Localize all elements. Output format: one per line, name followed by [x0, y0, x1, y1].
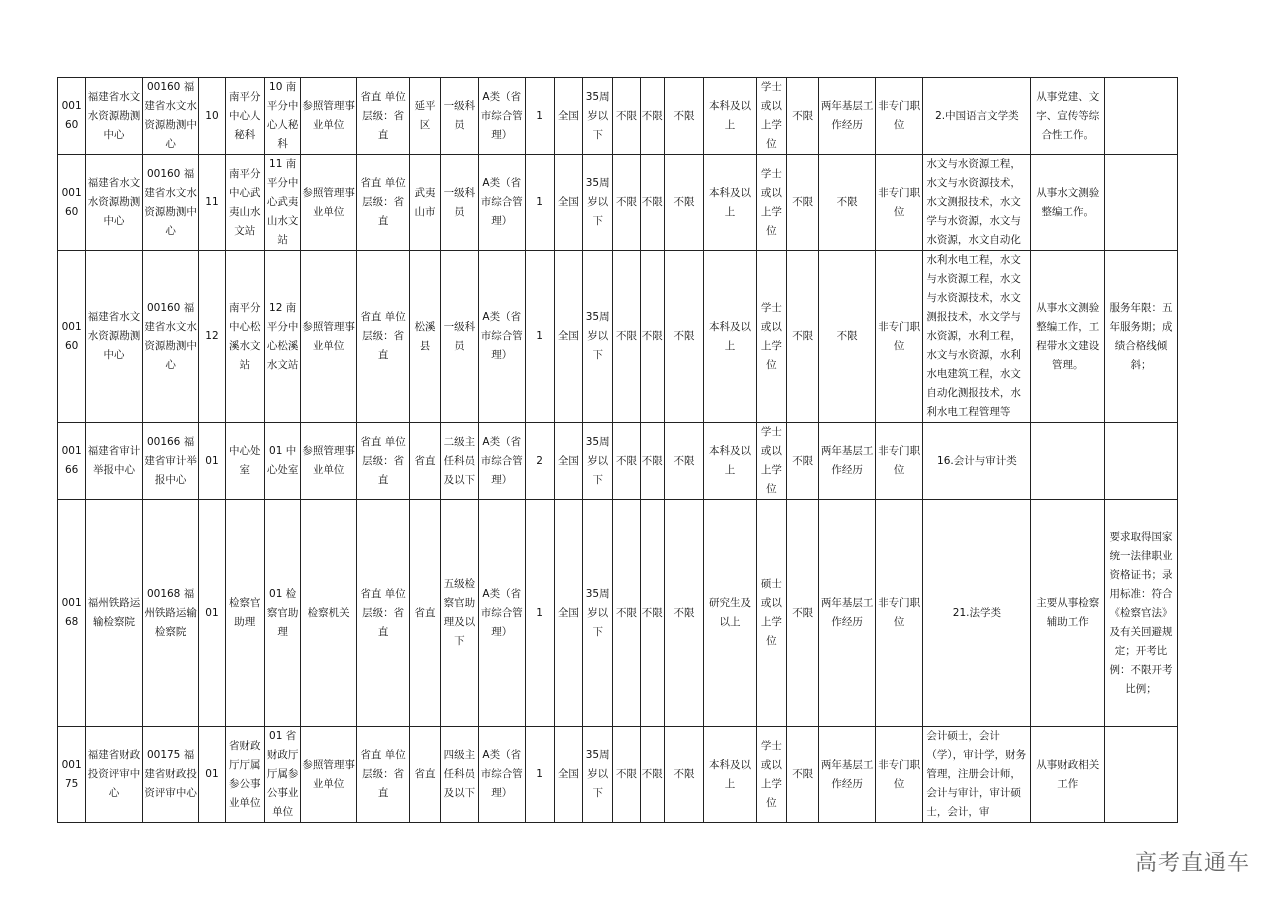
experience-cell: 两年基层工作经历	[819, 78, 876, 155]
hukou-cell: 不限	[787, 78, 819, 155]
scope-cell: 全国	[554, 155, 582, 251]
post-code-name-cell: 12 南平分中心松溪水文站	[264, 251, 300, 423]
count-cell: 1	[525, 727, 554, 823]
area-cell: 武夷山市	[410, 155, 440, 251]
unit-code-name-cell: 00160 福建省水文水资源勘测中心	[142, 155, 199, 251]
unit-code-cell: 00175	[58, 727, 86, 823]
post-code-cell: 01	[199, 727, 225, 823]
remarks-cell: 服务年限：五年服务期；成绩合格线倾斜；	[1105, 251, 1178, 423]
gender-cell: 不限	[613, 155, 640, 251]
ethnicity-cell: 不限	[640, 423, 664, 500]
politics-cell: 不限	[664, 423, 703, 500]
ethnicity-cell: 不限	[640, 251, 664, 423]
post-name-cell: 省财政厅厅属参公事业单位	[225, 727, 264, 823]
experience-cell: 不限	[819, 251, 876, 423]
exam-type-cell: A类（省市综合管理）	[479, 500, 525, 727]
major-cell: 水文与水资源工程，水文与水资源技术，水文测报技术，水文学与水资源，水文与水资源，水文自动化	[923, 155, 1031, 251]
experience-cell: 两年基层工作经历	[819, 423, 876, 500]
post-rank-cell: 二级主任科员及以下	[440, 423, 478, 500]
post-code-cell: 01	[199, 423, 225, 500]
ethnicity-cell: 不限	[640, 78, 664, 155]
count-cell: 2	[525, 423, 554, 500]
post-name-cell: 南平分中心武夷山水文站	[225, 155, 264, 251]
unit-level-cell: 省直 单位层级：省直	[356, 155, 410, 251]
recruitment-table	[57, 77, 1178, 823]
special-post-cell: 非专门职位	[875, 155, 922, 251]
unit-code-cell: 00160	[58, 78, 86, 155]
area-cell: 延平区	[410, 78, 440, 155]
politics-cell: 不限	[664, 251, 703, 423]
remarks-cell	[1105, 78, 1178, 155]
age-cell: 35周岁以下	[583, 155, 613, 251]
politics-cell: 不限	[664, 727, 703, 823]
politics-cell: 不限	[664, 155, 703, 251]
experience-cell: 不限	[819, 155, 876, 251]
gender-cell: 不限	[613, 78, 640, 155]
table-row	[58, 500, 1178, 727]
exam-type-cell: A类（省市综合管理）	[479, 727, 525, 823]
hukou-cell: 不限	[787, 251, 819, 423]
remarks-cell	[1105, 423, 1178, 500]
post-code-name-cell: 01 省财政厅厅属参公事业单位	[264, 727, 300, 823]
ethnicity-cell: 不限	[640, 155, 664, 251]
unit-nature-cell: 参照管理事业单位	[301, 423, 357, 500]
politics-cell: 不限	[664, 500, 703, 727]
unit-level-cell: 省直 单位层级：省直	[356, 727, 410, 823]
watermark-logo: 高考直通车	[1134, 851, 1250, 876]
remarks-cell	[1105, 155, 1178, 251]
scope-cell: 全国	[554, 251, 582, 423]
post-code-cell: 01	[199, 500, 225, 727]
degree-cell: 学士或以上学位	[756, 423, 786, 500]
post-name-cell: 中心处室	[225, 423, 264, 500]
unit-name-cell: 福建省审计举报中心	[86, 423, 143, 500]
post-desc-cell: 从事水文测验整编工作。	[1031, 155, 1105, 251]
table-row	[58, 251, 1178, 423]
hukou-cell: 不限	[787, 727, 819, 823]
degree-cell: 学士或以上学位	[756, 155, 786, 251]
scope-cell: 全国	[554, 727, 582, 823]
remarks-cell: 要求取得国家统一法律职业资格证书；录用标准：符合《检察官法》及有关回避规定；开考比例：不限开考比例；	[1105, 500, 1178, 727]
post-name-cell: 南平分中心人秘科	[225, 78, 264, 155]
post-code-name-cell: 11 南平分中心武夷山水文站	[264, 155, 300, 251]
count-cell: 1	[525, 155, 554, 251]
unit-name-cell: 福建省水文水资源勘测中心	[86, 78, 143, 155]
special-post-cell: 非专门职位	[875, 500, 922, 727]
gender-cell: 不限	[613, 423, 640, 500]
unit-name-cell: 福州铁路运输检察院	[86, 500, 143, 727]
exam-type-cell: A类（省市综合管理）	[479, 155, 525, 251]
education-cell: 研究生及以上	[704, 500, 757, 727]
unit-code-name-cell: 00160 福建省水文水资源勘测中心	[142, 251, 199, 423]
exam-type-cell: A类（省市综合管理）	[479, 251, 525, 423]
area-cell: 松溪县	[410, 251, 440, 423]
table-row	[58, 727, 1178, 823]
major-cell: 16.会计与审计类	[923, 423, 1031, 500]
unit-code-name-cell: 00160 福建省水文水资源勘测中心	[142, 78, 199, 155]
unit-code-name-cell: 00168 福州铁路运输检察院	[142, 500, 199, 727]
major-cell: 会计硕士，会计（学），审计学，财务管理，注册会计师，会计与审计，审计硕士，会计，审	[923, 727, 1031, 823]
degree-cell: 学士或以上学位	[756, 251, 786, 423]
post-desc-cell	[1031, 423, 1105, 500]
scope-cell: 全国	[554, 423, 582, 500]
age-cell: 35周岁以下	[583, 727, 613, 823]
post-rank-cell: 一级科员	[440, 251, 478, 423]
unit-level-cell: 省直 单位层级：省直	[356, 423, 410, 500]
education-cell: 本科及以上	[704, 78, 757, 155]
education-cell: 本科及以上	[704, 727, 757, 823]
post-code-name-cell: 01 检察官助理	[264, 500, 300, 727]
unit-nature-cell: 检察机关	[301, 500, 357, 727]
unit-level-cell: 省直 单位层级：省直	[356, 78, 410, 155]
unit-level-cell: 省直 单位层级：省直	[356, 251, 410, 423]
special-post-cell: 非专门职位	[875, 251, 922, 423]
age-cell: 35周岁以下	[583, 251, 613, 423]
unit-code-cell: 00160	[58, 251, 86, 423]
post-code-name-cell: 01 中心处室	[264, 423, 300, 500]
unit-name-cell: 福建省水文水资源勘测中心	[86, 155, 143, 251]
table-row	[58, 423, 1178, 500]
post-rank-cell: 五级检察官助理及以下	[440, 500, 478, 727]
age-cell: 35周岁以下	[583, 423, 613, 500]
ethnicity-cell: 不限	[640, 727, 664, 823]
post-code-cell: 11	[199, 155, 225, 251]
unit-code-cell: 00168	[58, 500, 86, 727]
unit-nature-cell: 参照管理事业单位	[301, 155, 357, 251]
special-post-cell: 非专门职位	[875, 727, 922, 823]
major-cell: 2.中国语言文学类	[923, 78, 1031, 155]
unit-level-cell: 省直 单位层级：省直	[356, 500, 410, 727]
experience-cell: 两年基层工作经历	[819, 500, 876, 727]
age-cell: 35周岁以下	[583, 500, 613, 727]
post-desc-cell: 主要从事检察辅助工作	[1031, 500, 1105, 727]
degree-cell: 学士或以上学位	[756, 78, 786, 155]
major-cell: 水利水电工程，水文与水资源工程，水文与水资源技术，水文测报技术，水文学与水资源，水利工程，水文与水资源，水利水电建筑工程，水文自动化测报技术，水利水电工程管理等	[923, 251, 1031, 423]
post-code-cell: 12	[199, 251, 225, 423]
age-cell: 35周岁以下	[583, 78, 613, 155]
unit-nature-cell: 参照管理事业单位	[301, 251, 357, 423]
hukou-cell: 不限	[787, 155, 819, 251]
remarks-cell	[1105, 727, 1178, 823]
scope-cell: 全国	[554, 500, 582, 727]
scope-cell: 全国	[554, 78, 582, 155]
post-desc-cell: 从事财政相关工作	[1031, 727, 1105, 823]
gender-cell: 不限	[613, 251, 640, 423]
education-cell: 本科及以上	[704, 155, 757, 251]
gender-cell: 不限	[613, 727, 640, 823]
unit-name-cell: 福建省财政投资评审中心	[86, 727, 143, 823]
area-cell: 省直	[410, 727, 440, 823]
post-desc-cell: 从事水文测验整编工作，工程带水文建设管理。	[1031, 251, 1105, 423]
post-desc-cell: 从事党建、文字、宣传等综合性工作。	[1031, 78, 1105, 155]
area-cell: 省直	[410, 423, 440, 500]
area-cell: 省直	[410, 500, 440, 727]
table-row	[58, 78, 1178, 155]
unit-nature-cell: 参照管理事业单位	[301, 78, 357, 155]
gender-cell: 不限	[613, 500, 640, 727]
special-post-cell: 非专门职位	[875, 78, 922, 155]
special-post-cell: 非专门职位	[875, 423, 922, 500]
count-cell: 1	[525, 78, 554, 155]
unit-code-name-cell: 00166 福建省审计举报中心	[142, 423, 199, 500]
post-name-cell: 南平分中心松溪水文站	[225, 251, 264, 423]
hukou-cell: 不限	[787, 500, 819, 727]
unit-nature-cell: 参照管理事业单位	[301, 727, 357, 823]
post-rank-cell: 一级科员	[440, 78, 478, 155]
post-code-name-cell: 10 南平分中心人秘科	[264, 78, 300, 155]
unit-name-cell: 福建省水文水资源勘测中心	[86, 251, 143, 423]
post-rank-cell: 四级主任科员及以下	[440, 727, 478, 823]
unit-code-name-cell: 00175 福建省财政投资评审中心	[142, 727, 199, 823]
education-cell: 本科及以上	[704, 423, 757, 500]
experience-cell: 两年基层工作经历	[819, 727, 876, 823]
major-cell: 21.法学类	[923, 500, 1031, 727]
hukou-cell: 不限	[787, 423, 819, 500]
exam-type-cell: A类（省市综合管理）	[479, 78, 525, 155]
table-row	[58, 155, 1178, 251]
ethnicity-cell: 不限	[640, 500, 664, 727]
unit-code-cell: 00166	[58, 423, 86, 500]
post-rank-cell: 一级科员	[440, 155, 478, 251]
post-code-cell: 10	[199, 78, 225, 155]
count-cell: 1	[525, 251, 554, 423]
unit-code-cell: 00160	[58, 155, 86, 251]
politics-cell: 不限	[664, 78, 703, 155]
education-cell: 本科及以上	[704, 251, 757, 423]
count-cell: 1	[525, 500, 554, 727]
degree-cell: 学士或以上学位	[756, 727, 786, 823]
degree-cell: 硕士或以上学位	[756, 500, 786, 727]
post-name-cell: 检察官助理	[225, 500, 264, 727]
exam-type-cell: A类（省市综合管理）	[479, 423, 525, 500]
table-body	[58, 78, 1178, 823]
